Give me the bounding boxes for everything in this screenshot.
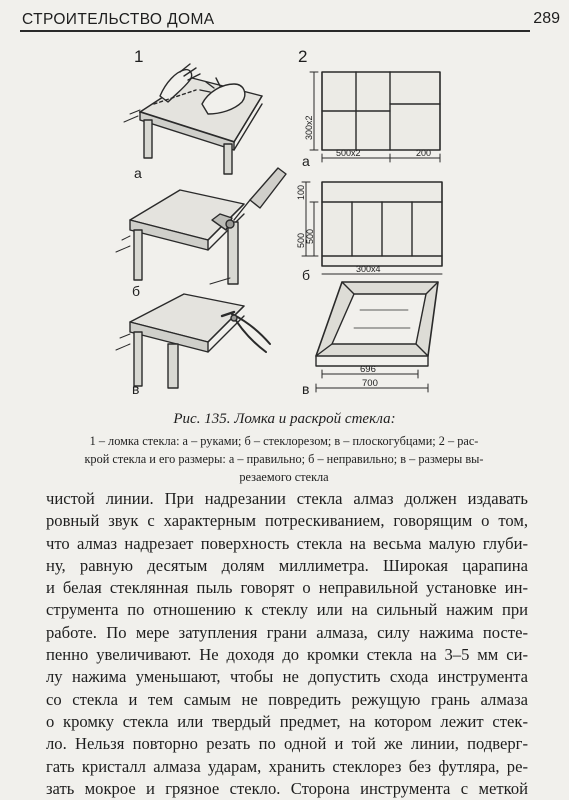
caption-line: 1 – ломка стекла: а – руками; б – стеклорезом; в – плоскогубцами; 2 – рас- [89,434,479,448]
panel-1b-drawing [116,168,286,284]
panel-2b-drawing [302,182,442,274]
body-line: со стекла и тем самым не повредить режущую грань алмаза [46,689,528,709]
body-line: ровный звук с характерным потрескиванием, говорящим о том, [46,511,528,531]
caption-line: крой стекла и его размеры: а – правильно; б – неправильно; в – размеры вы- [84,452,484,466]
body-line: о кромку стекла или твердый предмет, на котором лежит стек- [46,711,528,731]
body-line: ну, равную десятым долям миллиметра. Широкая царапина [46,555,528,575]
running-head [22,9,560,37]
header-rule [20,30,530,32]
body-line: зать мокрое и грязное стекло. Сторона инструмента с меткой [46,778,528,798]
dim-2a-width: 500x2 [336,148,361,158]
panel-2c-label: в [302,381,310,396]
body-line: что алмаз надрезает поверхность стекла на весьма малую глуби- [46,533,528,553]
body-line: ло. Нельзя повторно резать по одной и той же линии, подверг- [46,734,528,754]
dim-2b-left-outer: 500 [296,232,306,248]
panel-1c-label: в [132,381,140,396]
panel-1a-drawing [124,64,262,174]
panel-1a-label: а [134,165,142,181]
panel-1-number: 1 [134,47,144,66]
panel-1c-drawing [116,294,270,388]
dim-2c-inner: 696 [360,364,376,375]
panel-2a-label: а [302,153,310,169]
dim-2a-rest: 200 [416,148,432,158]
panel-2-number: 2 [298,47,308,66]
dim-2b-bottom: 300x4 [356,264,381,274]
body-line: лу нажима уменьшают, чтобы не допустить схода инструмента [46,667,528,687]
dim-2c-outer: 700 [362,378,378,389]
running-title: СТРОИТЕЛЬСТВО ДОМА [22,11,215,28]
body-line: гать кристалл алмаза ударам, хранить стеклорез без футляра, ре- [46,756,528,776]
dim-2b-top: 100 [296,184,306,200]
panel-2b-label: б [302,267,311,283]
body-line: струмента по отношению к стеклу или на сильный нажим при [46,600,528,620]
body-text [46,488,528,800]
body-line: чистой линии. При надрезании стекла алмаз должен издавать [46,489,528,508]
page-number: 289 [533,10,560,27]
caption-line: резаемого стекла [239,470,329,484]
dim-2b-left-inner: 500 [305,228,315,244]
figure-135 [110,44,460,396]
figure-caption-body [34,432,534,486]
panel-1b-label: б [132,283,141,299]
figure-illustration [110,44,460,396]
panel-2c-drawing [316,282,438,392]
body-line: и белая стеклянная пыль говорят о неправильной установке ин- [46,578,528,598]
figure-caption-title: Рис. 135. Ломка и раскрой стекла: [173,411,396,427]
body-line: пенно увеличивают. Не доходя до кромки стекла на 3–5 мм си- [46,645,528,665]
body-line: работе. По мере затупления грани алмаза, силу нажима посте- [46,622,528,642]
dim-2a-height: 300x2 [304,115,314,140]
